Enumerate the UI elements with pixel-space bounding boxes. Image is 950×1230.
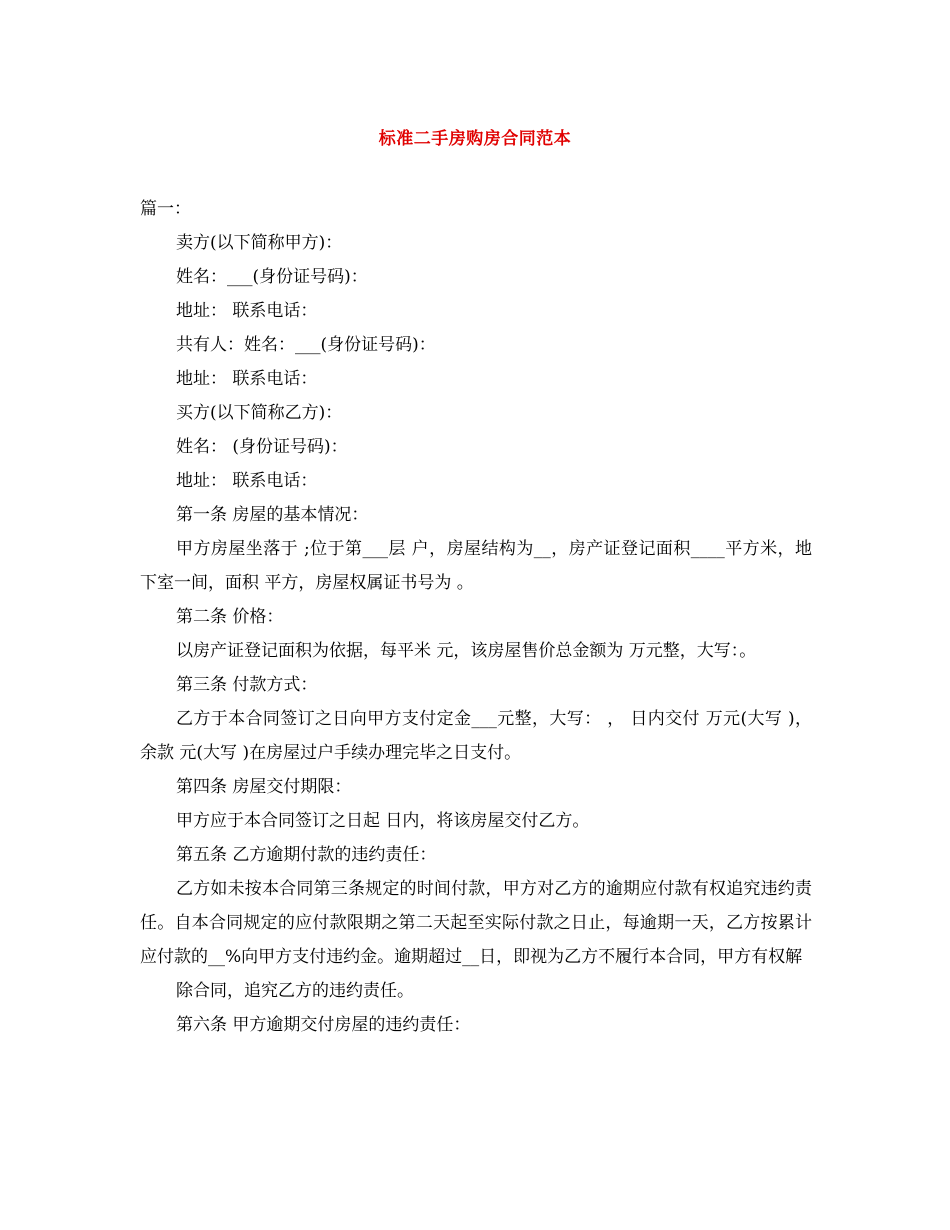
article-6-heading: 第六条 甲方逾期交付房屋的违约责任： [176,1015,471,1035]
article-5-body-continued: 除合同，追究乙方的违约责任。 [176,981,414,1001]
buyer-heading: 买方(以下简称乙方)： [176,403,343,423]
article-5-body: 乙方如未按本合同第三条规定的时间付款，甲方对乙方的逾期应付款有权追究违约责任。自本合同规定的应付款限期之第二天起至实际付款之日止，每逾期一天，乙方按累计应付款的__%向甲方支付违约金。逾期超过__日，即视为乙方不履行本合同，甲方有权解 [140,879,812,967]
article-1-heading: 第一条 房屋的基本情况： [176,505,369,525]
seller-heading: 卖方(以下简称甲方)： [176,233,343,253]
article-3-heading: 第三条 付款方式： [176,675,318,695]
document-body [140,192,812,1042]
seller-name-line: 姓名：___(身份证号码)： [176,267,368,287]
article-3-body: 乙方于本合同签订之日向甲方支付定金___元整，大写： ， 日内交付 万元(大写 )，余款 元(大写 )在房屋过户手续办理完毕之日支付。 [140,709,812,763]
document-title: 标准二手房购房合同范本 [378,129,572,149]
buyer-name-line: 姓名： (身份证号码)： [176,437,348,457]
article-2-body: 以房产证登记面积为依据，每平米 元，该房屋售价总金额为 万元整，大写：。 [176,641,757,661]
co-owner-address-line: 地址： 联系电话： [176,369,318,389]
section-heading: 篇一： [140,199,191,219]
article-4-heading: 第四条 房屋交付期限： [176,777,352,797]
article-2-heading: 第二条 价格： [176,607,284,627]
article-4-body: 甲方应于本合同签订之日起 日内，将该房屋交付乙方。 [176,811,590,831]
co-owner-name-line: 共有人：姓名：___(身份证号码)： [176,335,436,355]
seller-address-line: 地址： 联系电话： [176,301,318,321]
article-5-heading: 第五条 乙方逾期付款的违约责任： [176,845,437,865]
buyer-address-line: 地址： 联系电话： [176,471,318,491]
article-1-body: 甲方房屋坐落于 ;位于第___层 户，房屋结构为__，房产证登记面积____平方米，地下室一间，面积 平方，房屋权属证书号为 。 [140,539,812,593]
